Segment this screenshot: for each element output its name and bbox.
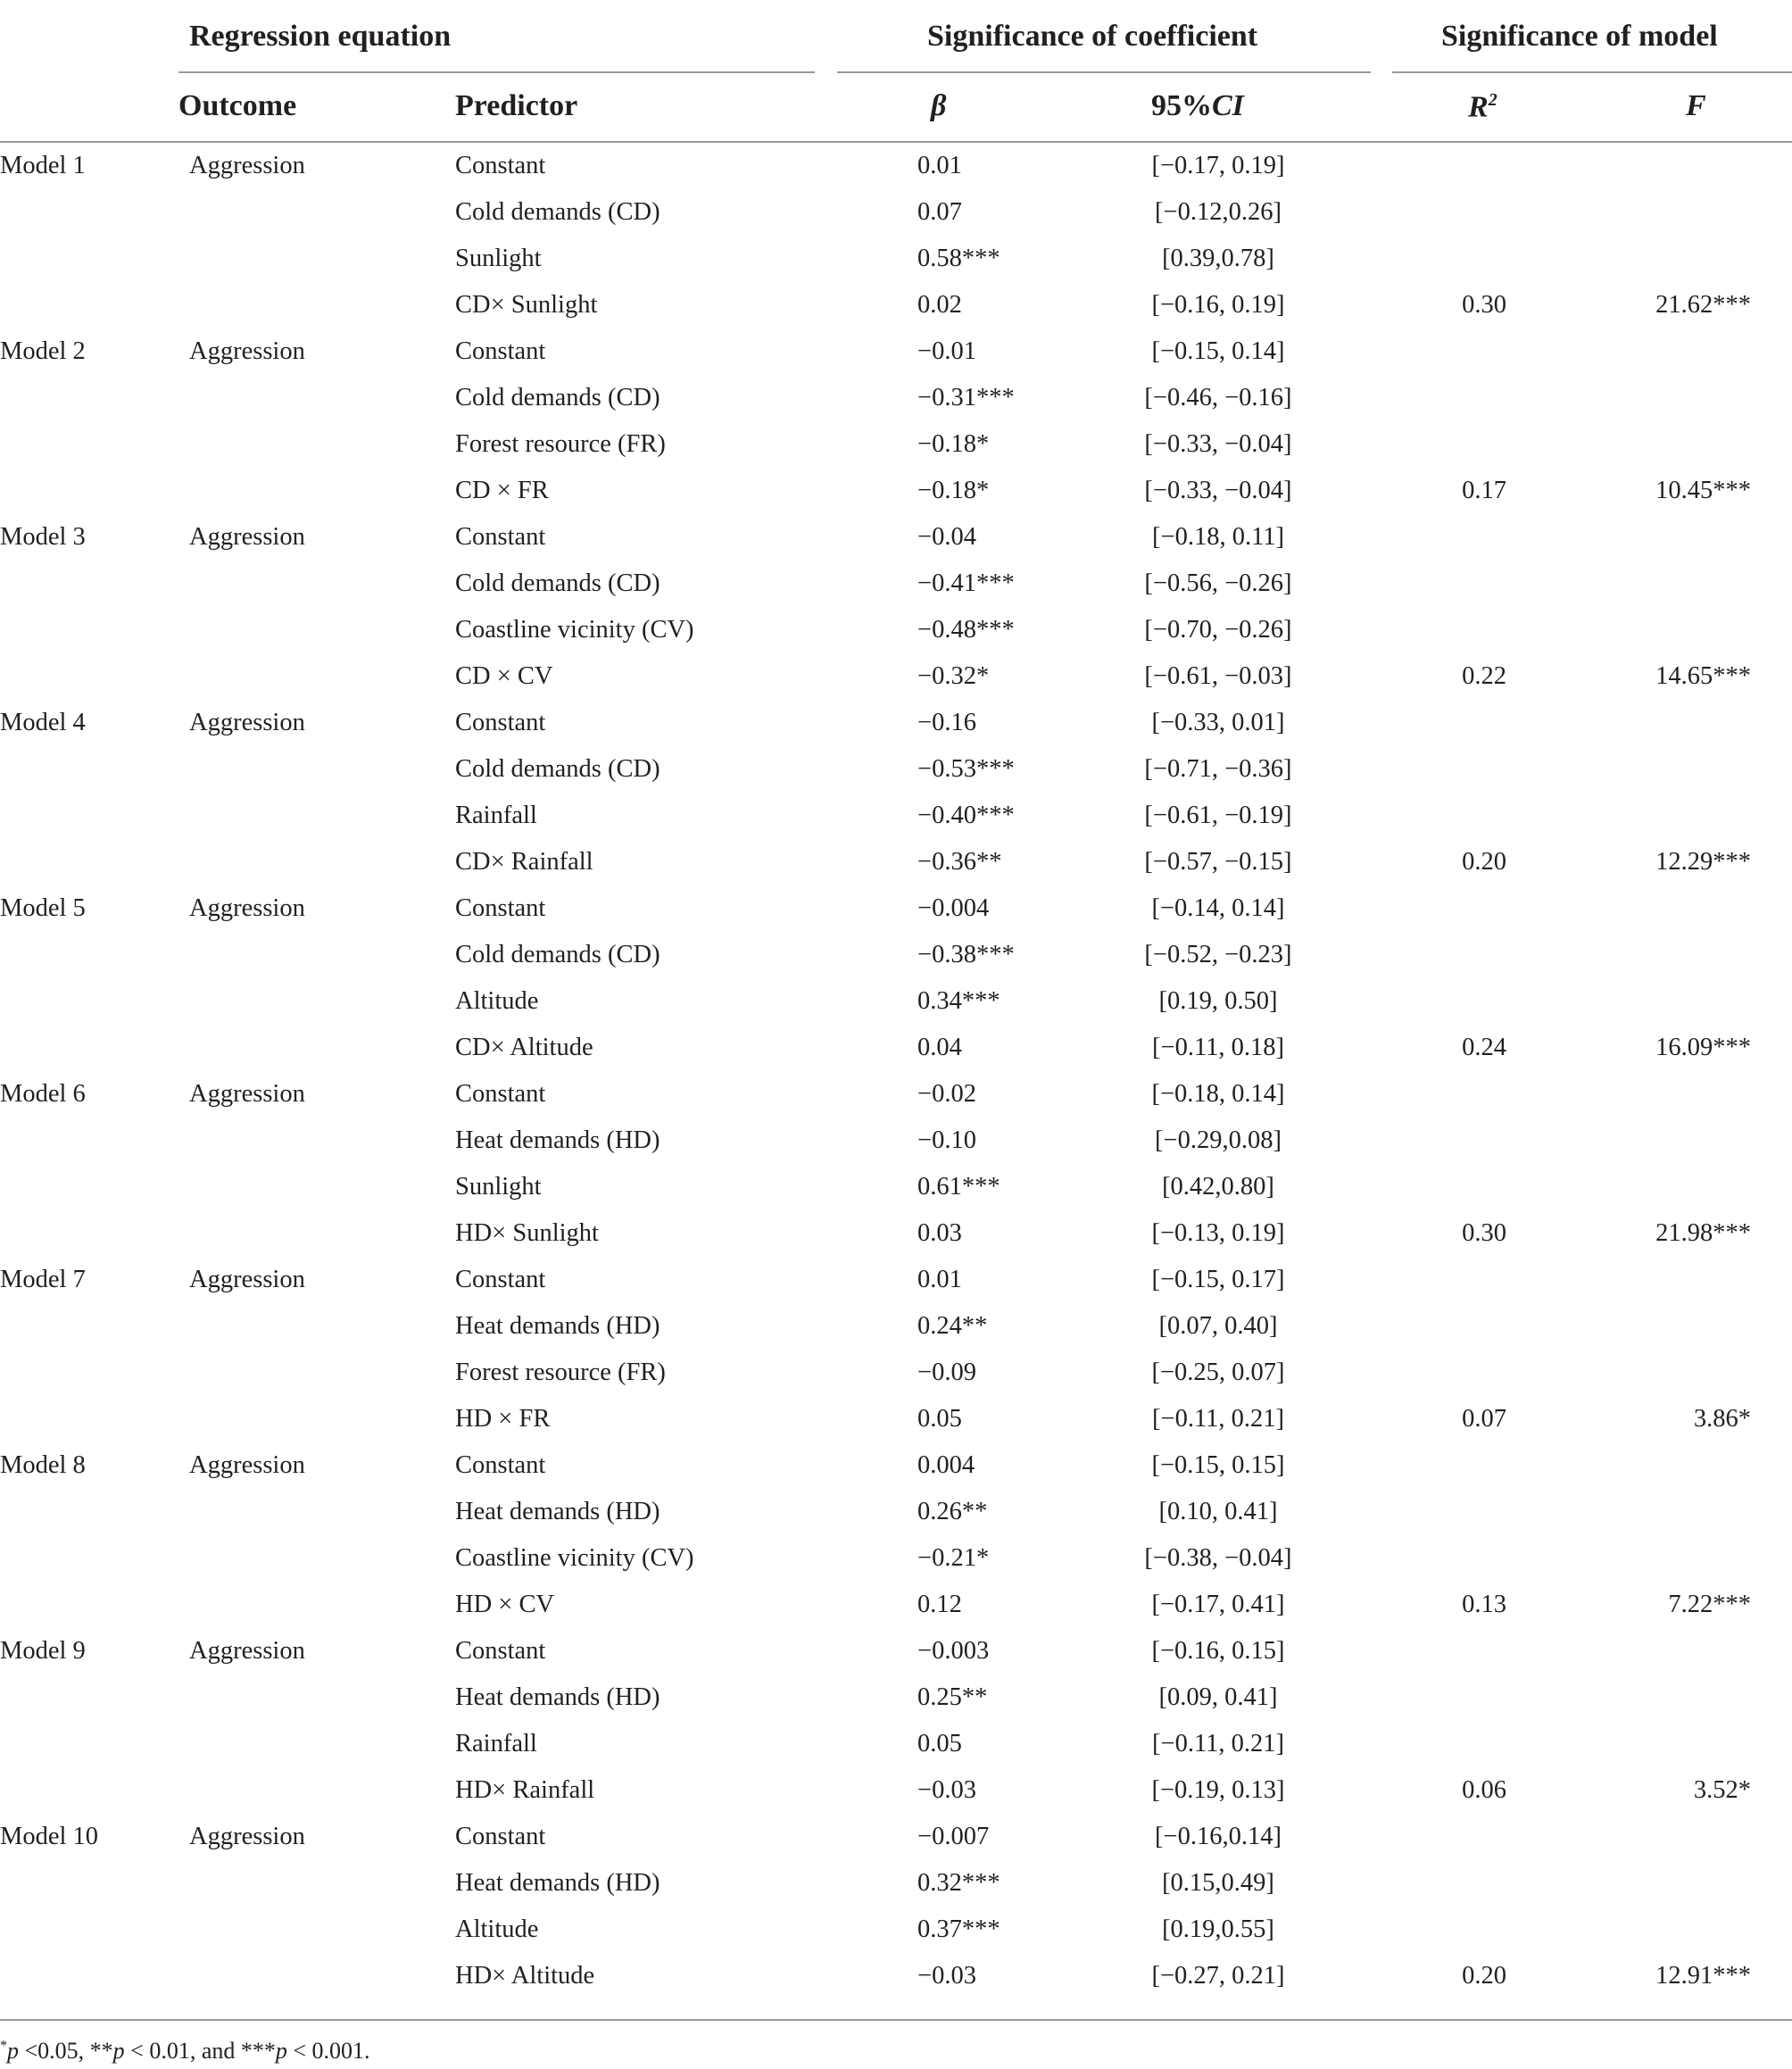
ci-prefix: 95%	[1151, 89, 1212, 122]
ci-cell: [0.39,0.78]	[1162, 245, 1274, 272]
group-header-significance-of-model: Significance of model	[1441, 20, 1718, 53]
group-rule-coefficient	[837, 71, 1371, 73]
beta-cell: 0.01	[917, 1266, 962, 1293]
predictor-cell: Constant	[455, 1266, 546, 1293]
ci-cell: [−0.15, 0.17]	[1151, 1266, 1285, 1293]
footnote-p: p	[7, 2038, 19, 2064]
predictor-cell: CD× Altitude	[455, 1034, 593, 1061]
footnote-p: p	[112, 2038, 125, 2064]
beta-cell: 0.12	[917, 1591, 962, 1618]
predictor-cell: Heat demands (HD)	[455, 1126, 660, 1154]
beta-cell: −0.003	[917, 1637, 990, 1665]
beta-cell: −0.02	[917, 1080, 976, 1108]
beta-cell: −0.32*	[917, 662, 990, 690]
f-cell: 14.65***	[1655, 662, 1751, 690]
ci-cell: [−0.29,0.08]	[1155, 1126, 1282, 1154]
group-header-regression-equation: Regression equation	[189, 20, 452, 53]
model-label: Model 1	[0, 152, 86, 179]
predictor-cell: Sunlight	[455, 245, 542, 272]
column-header-r-squared	[1468, 91, 1497, 122]
predictor-cell: Rainfall	[455, 1730, 537, 1757]
r2-cell: 0.07	[1462, 1405, 1506, 1433]
table-footnote	[0, 2038, 370, 2065]
ci-cell: [−0.38, −0.04]	[1144, 1544, 1292, 1572]
ci-cell: [0.10, 0.41]	[1158, 1498, 1278, 1525]
predictor-cell: Sunlight	[455, 1173, 542, 1201]
ci-cell: [−0.57, −0.15]	[1144, 848, 1292, 876]
r2-cell: 0.22	[1462, 662, 1506, 690]
ci-cell: [−0.17, 0.41]	[1151, 1591, 1285, 1618]
footnote-p: p	[275, 2038, 287, 2064]
ci-cell: [−0.27, 0.21]	[1151, 1962, 1285, 1990]
outcome-cell: Aggression	[189, 1080, 305, 1108]
predictor-cell: Heat demands (HD)	[455, 1869, 660, 1897]
beta-cell: −0.40***	[917, 802, 1015, 829]
ci-cell: [−0.46, −0.16]	[1144, 384, 1292, 411]
ci-cell: [−0.12,0.26]	[1155, 198, 1282, 226]
predictor-cell: Cold demands (CD)	[455, 198, 660, 226]
ci-cell: [−0.61, −0.19]	[1144, 802, 1292, 829]
predictor-cell: Cold demands (CD)	[455, 384, 660, 411]
beta-cell: 0.04	[917, 1034, 962, 1061]
beta-cell: −0.01	[917, 337, 976, 365]
ci-cell: [−0.11, 0.21]	[1152, 1405, 1284, 1433]
outcome-cell: Aggression	[189, 709, 305, 736]
predictor-cell: Cold demands (CD)	[455, 569, 660, 597]
model-label: Model 5	[0, 894, 86, 922]
ci-cell: [−0.15, 0.14]	[1151, 337, 1285, 365]
model-label: Model 8	[0, 1451, 86, 1479]
predictor-cell: CD × FR	[455, 477, 549, 504]
ci-cell: [0.09, 0.41]	[1158, 1683, 1278, 1711]
outcome-cell: Aggression	[189, 1451, 305, 1479]
predictor-cell: Heat demands (HD)	[455, 1498, 660, 1525]
ci-cell: [−0.33, −0.04]	[1144, 430, 1292, 458]
predictor-cell: Rainfall	[455, 802, 537, 829]
predictor-cell: Constant	[455, 1451, 546, 1479]
beta-cell: 0.34***	[917, 987, 1000, 1015]
model-label: Model 7	[0, 1266, 86, 1293]
predictor-cell: Constant	[455, 152, 546, 179]
ci-cell: [−0.52, −0.23]	[1144, 941, 1292, 968]
beta-cell: −0.10	[917, 1126, 976, 1154]
r2-cell: 0.17	[1462, 477, 1506, 504]
column-header-ci	[1151, 91, 1244, 121]
ci-cell: [−0.56, −0.26]	[1144, 569, 1292, 597]
ci-cell: [−0.14, 0.14]	[1151, 894, 1285, 922]
beta-cell: 0.05	[917, 1405, 962, 1433]
beta-cell: 0.03	[917, 1219, 962, 1247]
model-label: Model 9	[0, 1637, 86, 1665]
predictor-cell: HD × FR	[455, 1405, 551, 1433]
outcome-cell: Aggression	[189, 1637, 305, 1665]
beta-cell: −0.31***	[917, 384, 1015, 411]
predictor-cell: HD × CV	[455, 1591, 555, 1618]
ci-cell: [0.42,0.80]	[1162, 1173, 1274, 1201]
ci-cell: [−0.13, 0.19]	[1151, 1219, 1285, 1247]
column-header-outcome: Outcome	[178, 89, 297, 122]
predictor-cell: Constant	[455, 1637, 546, 1665]
ci-cell: [−0.18, 0.11]	[1152, 523, 1284, 551]
predictor-cell: Constant	[455, 709, 546, 736]
beta-cell: 0.32***	[917, 1869, 1000, 1897]
r2-cell: 0.20	[1462, 848, 1506, 876]
predictor-cell: Altitude	[455, 987, 539, 1015]
beta-cell: 0.02	[917, 291, 962, 319]
predictor-cell: CD × CV	[455, 662, 553, 690]
column-header-beta: β	[931, 89, 947, 122]
beta-cell: −0.16	[917, 709, 976, 736]
beta-cell: −0.007	[917, 1823, 990, 1850]
predictor-cell: Coastline vicinity (CV)	[455, 616, 694, 644]
footnote-star: *	[0, 2038, 7, 2054]
f-cell: 21.98***	[1655, 1219, 1751, 1247]
column-header-predictor: Predictor	[455, 89, 578, 122]
model-label: Model 2	[0, 337, 86, 365]
r2-cell: 0.20	[1462, 1962, 1506, 1990]
group-rule-model	[1392, 71, 1792, 73]
predictor-cell: HD× Sunlight	[455, 1219, 599, 1247]
f-cell: 7.22***	[1668, 1591, 1751, 1618]
r2-cell: 0.24	[1462, 1034, 1506, 1061]
predictor-cell: Constant	[455, 1823, 546, 1850]
predictor-cell: Cold demands (CD)	[455, 941, 660, 968]
outcome-cell: Aggression	[189, 337, 305, 365]
beta-cell: −0.09	[917, 1359, 976, 1386]
f-cell: 3.86*	[1693, 1405, 1751, 1433]
footnote-text: <0.05, **	[19, 2038, 113, 2064]
f-cell: 16.09***	[1655, 1034, 1751, 1061]
predictor-cell: Coastline vicinity (CV)	[455, 1544, 694, 1572]
predictor-cell: Forest resource (FR)	[455, 430, 666, 458]
f-cell: 21.62***	[1655, 291, 1751, 319]
ci-cell: [0.19, 0.50]	[1158, 987, 1278, 1015]
ci-cell: [−0.19, 0.13]	[1151, 1776, 1285, 1804]
beta-cell: −0.04	[917, 523, 976, 551]
group-rule-regression	[178, 71, 815, 73]
model-label: Model 3	[0, 523, 86, 551]
outcome-cell: Aggression	[189, 1266, 305, 1293]
outcome-cell: Aggression	[189, 1823, 305, 1850]
ci-cell: [−0.16, 0.19]	[1151, 291, 1285, 319]
predictor-cell: Constant	[455, 337, 546, 365]
beta-cell: −0.36**	[917, 848, 1002, 876]
f-cell: 12.29***	[1655, 848, 1751, 876]
ci-italic: CI	[1212, 89, 1244, 122]
ci-cell: [−0.18, 0.14]	[1151, 1080, 1285, 1108]
f-cell: 12.91***	[1655, 1962, 1751, 1990]
ci-cell: [−0.70, −0.26]	[1144, 616, 1292, 644]
beta-cell: −0.03	[917, 1776, 976, 1804]
header-bottom-rule	[0, 141, 1792, 143]
beta-cell: 0.61***	[917, 1173, 1000, 1201]
r2-cell: 0.30	[1462, 291, 1506, 319]
predictor-cell: Forest resource (FR)	[455, 1359, 666, 1386]
beta-cell: 0.25**	[917, 1683, 988, 1711]
beta-cell: −0.41***	[917, 569, 1015, 597]
r2-base: R	[1468, 90, 1489, 124]
predictor-cell: CD× Sunlight	[455, 291, 598, 319]
predictor-cell: Heat demands (HD)	[455, 1683, 660, 1711]
predictor-cell: Heat demands (HD)	[455, 1312, 660, 1340]
beta-cell: −0.53***	[917, 755, 1015, 783]
ci-cell: [−0.16, 0.15]	[1151, 1637, 1285, 1665]
beta-cell: −0.48***	[917, 616, 1015, 644]
beta-cell: −0.18*	[917, 430, 990, 458]
model-label: Model 4	[0, 709, 86, 736]
predictor-cell: Constant	[455, 1080, 546, 1108]
r2-cell: 0.30	[1462, 1219, 1506, 1247]
f-cell: 10.45***	[1655, 477, 1751, 504]
beta-cell: 0.07	[917, 198, 962, 226]
beta-cell: −0.03	[917, 1962, 976, 1990]
ci-cell: [0.07, 0.40]	[1158, 1312, 1278, 1340]
r2-cell: 0.06	[1462, 1776, 1506, 1804]
r2-cell: 0.13	[1462, 1591, 1506, 1618]
predictor-cell: Altitude	[455, 1915, 539, 1943]
footnote-text: < 0.01, and ***	[124, 2038, 276, 2064]
ci-cell: [−0.11, 0.18]	[1152, 1034, 1284, 1061]
ci-cell: [0.19,0.55]	[1162, 1915, 1274, 1943]
beta-cell: 0.24**	[917, 1312, 988, 1340]
ci-cell: [−0.11, 0.21]	[1152, 1730, 1284, 1757]
beta-cell: −0.21*	[917, 1544, 990, 1572]
ci-cell: [−0.33, −0.04]	[1144, 477, 1292, 504]
column-header-f: F	[1686, 89, 1706, 122]
footnote-text: < 0.001.	[286, 2038, 370, 2064]
ci-cell: [−0.25, 0.07]	[1151, 1359, 1285, 1386]
beta-cell: −0.004	[917, 894, 990, 922]
f-cell: 3.52*	[1693, 1776, 1751, 1804]
ci-cell: [−0.33, 0.01]	[1151, 709, 1285, 736]
beta-cell: 0.26**	[917, 1498, 988, 1525]
model-label: Model 6	[0, 1080, 86, 1108]
beta-cell: 0.004	[917, 1451, 975, 1479]
outcome-cell: Aggression	[189, 152, 305, 179]
beta-cell: −0.18*	[917, 477, 990, 504]
predictor-cell: Cold demands (CD)	[455, 755, 660, 783]
beta-cell: 0.58***	[917, 245, 1000, 272]
predictor-cell: CD× Rainfall	[455, 848, 593, 876]
predictor-cell: HD× Altitude	[455, 1962, 595, 1990]
ci-cell: [0.15,0.49]	[1162, 1869, 1274, 1897]
ci-cell: [−0.71, −0.36]	[1144, 755, 1292, 783]
beta-cell: 0.37***	[917, 1915, 1000, 1943]
beta-cell: −0.38***	[917, 941, 1015, 968]
table-bottom-rule	[0, 2019, 1792, 2021]
group-header-significance-of-coefficient: Significance of coefficient	[927, 20, 1258, 53]
ci-cell: [−0.61, −0.03]	[1144, 662, 1292, 690]
model-label: Model 10	[0, 1823, 99, 1850]
r2-superscript: 2	[1488, 90, 1497, 110]
beta-cell: 0.01	[917, 152, 962, 179]
ci-cell: [−0.16,0.14]	[1155, 1823, 1282, 1850]
predictor-cell: Constant	[455, 894, 546, 922]
ci-cell: [−0.15, 0.15]	[1151, 1451, 1285, 1479]
beta-cell: 0.05	[917, 1730, 962, 1757]
predictor-cell: Constant	[455, 523, 546, 551]
ci-cell: [−0.17, 0.19]	[1151, 152, 1285, 179]
predictor-cell: HD× Rainfall	[455, 1776, 595, 1804]
outcome-cell: Aggression	[189, 523, 305, 551]
outcome-cell: Aggression	[189, 894, 305, 922]
